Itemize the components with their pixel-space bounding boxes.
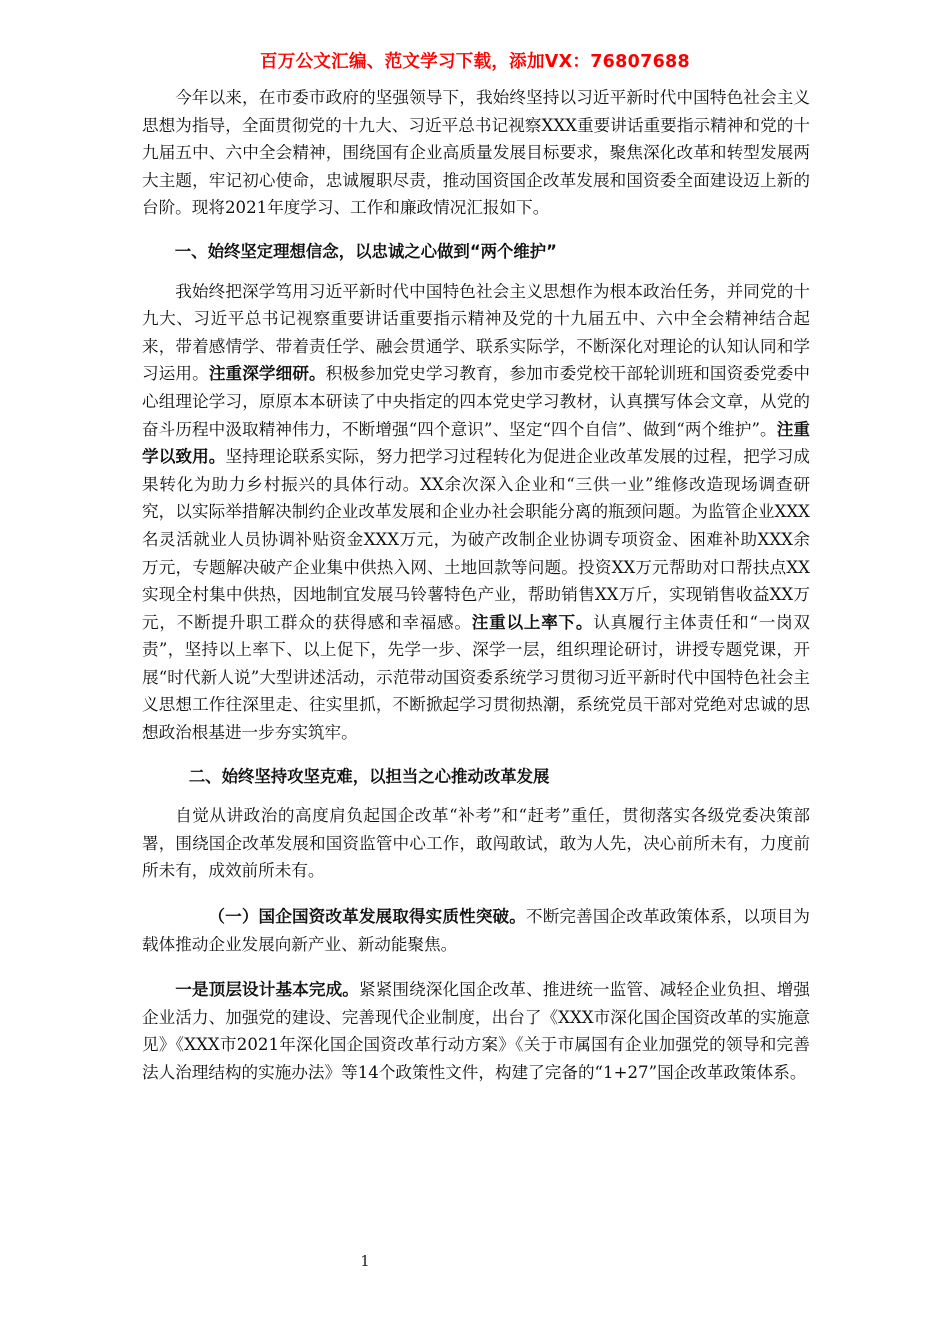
intro-text-c: 现将2021年度学习、工作和廉政情况汇报如下。: [191, 198, 550, 218]
section1-text-3a: 坚持理论联系实际，努力把学习过程转化为促进企业改革发展的过程，把学习成果转化为助力乡村振兴的具体行动。XX余次深入企业和“三供一业”维修改造现场调查研究，以实际举措解决制约企业改革发展和企业办社会职能分离的瓶颈问题。为监管企业XXX名灵活就业人员协调补贴资金XXX万元，为破产改制企业协调专项资金、困难补助XXX余万元，专题解决破产企业集中供热入网、土地回款等问题。投资XX万元帮助对口帮扶点XX实现全村集中供热，: [142, 447, 810, 605]
section2-point1-heading: 一是顶层设计基本完成。: [175, 980, 359, 1000]
section2-intro-paragraph: 自觉从讲政治的高度肩负起国企改革“补考”和“赶考”重任，贯彻落实各级党委决策部署，围绕国企改革发展和国资监管中心工作，敢闯敢试，敢为人先，决心前所未有，力度前所未有，成效前所未有。: [142, 806, 810, 881]
section1-heading: 一、始终坚定理想信念，以忠诚之心做到“两个维护”: [174, 241, 557, 261]
section1-text-4c: 系统党员干部对党绝对忠诚的思想政治根基进一步夯实筑牢。: [142, 695, 811, 743]
section1-highlight-1: 注重深学细研。: [208, 364, 326, 384]
page-number: 1: [360, 1252, 370, 1270]
section1-text-1: 我始终把深学笃用习近平新时代中国特色社会主义思想作为根本政治任务，并同党的十九大、习近平总书记视察重要讲话重要指示精神及党的十九届五中、六中全会精神结合起来，带着感情学、带着责任学、融会贯通学、联系实际学，不断深化对理论的认知认同和学习运用。: [142, 281, 810, 384]
section1-highlight-3: 注重以上率下。: [471, 612, 594, 632]
section1-text-3b: 因地制宜发展马铃薯特色产业，: [292, 585, 528, 605]
section1-text-3c: 帮助销售XX万斤，实现销售收益XX万元，不断提升职工群众的获得感和幸福感。: [142, 585, 811, 632]
section1-paragraph: [142, 278, 810, 747]
document-body: [142, 84, 810, 1087]
section2-sub1-text: 不断完善国企改革政策体系，以项目为载体推动企业发展向新产业、新动能聚焦。: [142, 907, 811, 954]
section1-text-2: 积极参加党史学习教育，参加市委党校干部轮训班和国资委党委中心组理论学习，原原本本研读了中央指定的四本党史学习教材，认真撰写体会文章，从党的奋斗历程中汲取精神伟力，不断增强“四个意识”、坚定“四个自信”、做到“两个维护”。: [142, 364, 811, 439]
intro-text-a: 今年以来，在市委市政府的坚强领导下，我始终坚持以习近平新时代中国特色社会主义思想为指导，全面贯彻党的十九大、习近平总书记视察XXX重要讲话重要指示精神和党的十九届五中、六中全会精神，: [142, 88, 810, 163]
intro-text-b: 围绕国有企业高质量发展目标要求，聚焦深化改革和转型发展两大主题，牢记初心使命，忠诚履职尽责，推动国资国企改革发展和国资委全面建设迈上新的台阶。: [142, 143, 811, 218]
section1-highlight-2: 注重学以致用。: [142, 419, 810, 467]
intro-paragraph: [142, 84, 810, 222]
header-watermark: 百万公文汇编、范文学习下载，添加VX：76807688: [259, 52, 691, 72]
section2-point1-paragraph: [142, 976, 810, 1086]
section2-point1-text: 紧紧围绕深化国企改革、推进统一监管、减轻企业负担、增强企业活力、加强党的建设、完善现代企业制度，出台了《XXX市深化国企国资改革的实施意见》《XXX市2021年深化国企国资改革行动方案》《关于市属国有企业加强党的领导和完善法人治理结构的实施办法》等14个政策性文件，构建了完备的“1+27”国企改革政策体系。: [142, 980, 811, 1082]
section2-sub1-paragraph: [142, 903, 810, 958]
section1-text-4b: 示范带动国资委系统学习贯彻习近平新时代中国特色社会主义思想工作往深里走、往实里抓，不断掀起学习贯彻热潮，: [142, 667, 810, 715]
section2-heading: 二、始终坚持攻坚克难，以担当之心推动改革发展: [188, 766, 550, 786]
section2-sub1-heading: （一）国企国资改革发展取得实质性突破。: [208, 907, 526, 927]
section1-text-4a: 认真履行主体责任和“一岗双责”，坚持以上率下、以上促下，先学一步、深学一层，组织理论研讨，讲授专题党课，开展“时代新人说”大型讲述活动，: [142, 612, 811, 687]
